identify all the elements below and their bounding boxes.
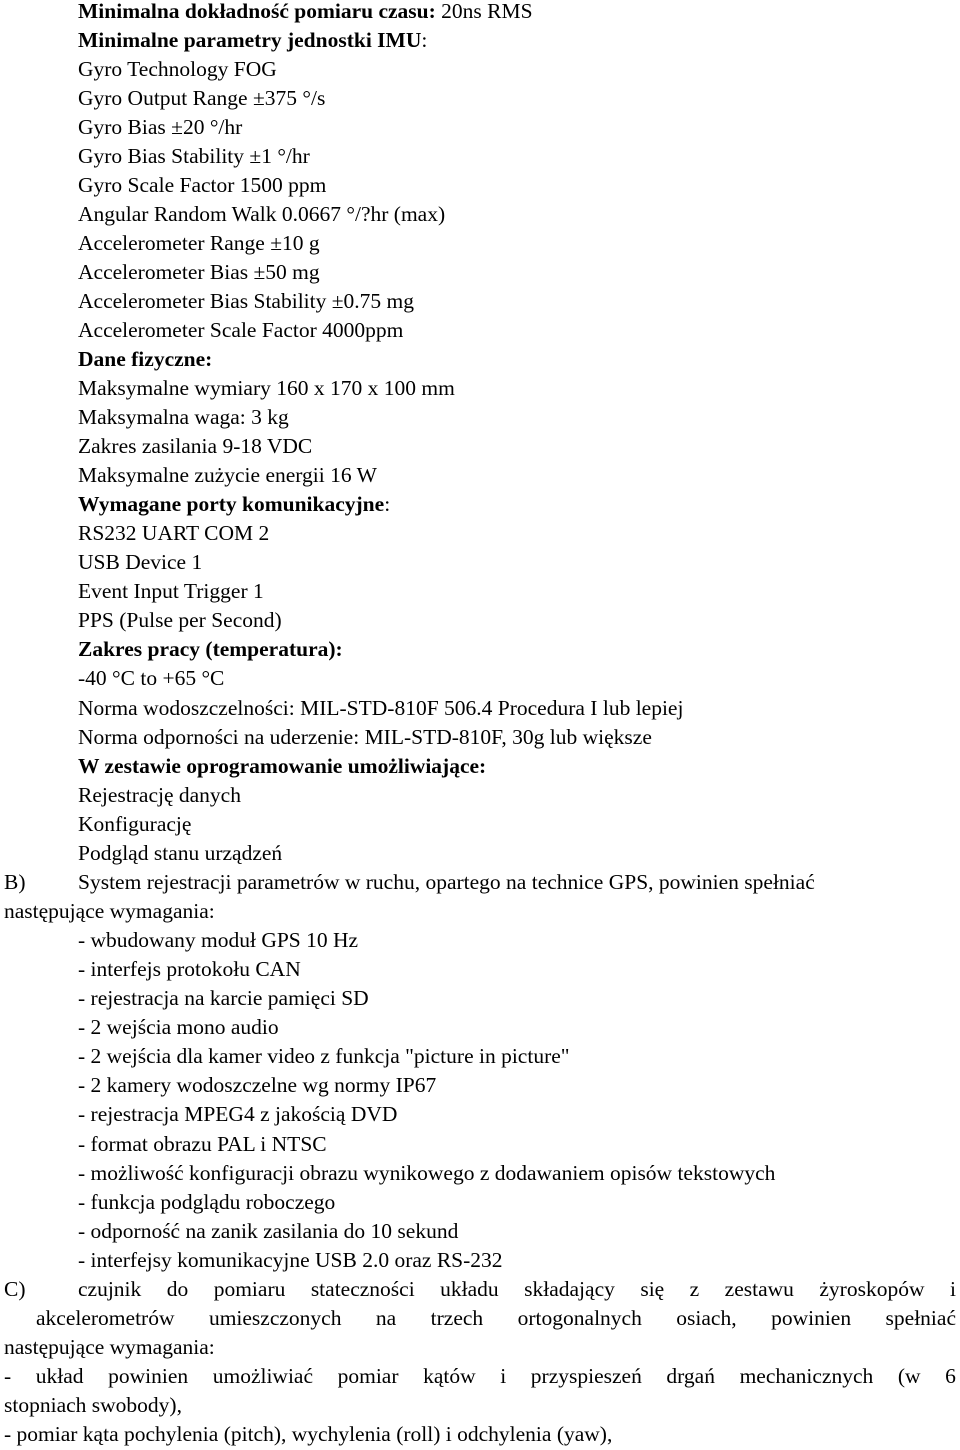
word: zestawu [724,1277,794,1301]
word: z [689,1277,700,1301]
imu-item: Gyro Scale Factor 1500 ppm [78,173,327,197]
section-b-item: - 2 wejścia dla kamer video z funkcja "picture in picture" [78,1044,570,1068]
physical-heading: Dane fizyczne: [78,347,213,371]
ports-item: PPS (Pulse per Second) [78,608,282,632]
word: układu [440,1277,499,1301]
word: trzech [430,1306,484,1330]
word: przyspieszeń [530,1364,642,1388]
word: powinien [771,1306,852,1330]
word: pomiar [337,1364,399,1388]
section-b-item: - 2 wejścia mono audio [78,1015,279,1039]
word: stateczności [310,1277,415,1301]
software-heading: W zestawie oprogramowanie umożliwiające: [78,754,487,778]
word: i [949,1277,956,1301]
section-c-item1-cont: stopniach swobody), [4,1393,182,1417]
word: osiach, [676,1306,737,1330]
section-c-line1 [78,1275,956,1304]
time-accuracy-line [78,0,533,26]
section-c-line2 [36,1304,956,1333]
word: układ [35,1364,84,1388]
section-b-item: - rejestracja MPEG4 z jakością DVD [78,1102,398,1126]
word: akcelerometrów [36,1306,175,1330]
word: żyroskopów [819,1277,925,1301]
ports-heading-colon: : [384,492,391,516]
word: drgań [666,1364,715,1388]
temp-item: Norma odporności na uderzenie: MIL-STD-810F, 30g lub większe [78,725,652,749]
imu-heading: Minimalne parametry jednostki IMU [78,28,422,52]
word: czujnik [78,1277,142,1301]
software-item: Rejestrację danych [78,783,241,807]
section-b-item: - format obrazu PAL i NTSC [78,1132,327,1156]
section-b-item: - rejestracja na karcie pamięci SD [78,986,369,1010]
imu-item: Angular Random Walk 0.0667 °/?hr (max) [78,202,446,226]
ports-heading-line [78,490,390,519]
word: mechanicznych [739,1364,874,1388]
ports-item: RS232 UART COM 2 [78,521,270,545]
temp-item: Norma wodoszczelności: MIL-STD-810F 506.4 Procedura I lub lepiej [78,696,684,720]
imu-item: Gyro Bias Stability ±1 °/hr [78,144,310,168]
section-b-item: - odporność na zanik zasilania do 10 sekund [78,1219,459,1243]
imu-item: Gyro Technology FOG [78,57,277,81]
section-b-intro-cont: następujące wymagania: [4,899,215,923]
section-b-intro: System rejestracji parametrów w ruchu, opartego na technice GPS, powinien spełniać [78,870,815,894]
software-item: Konfigurację [78,812,192,836]
word: - [4,1364,12,1388]
physical-item: Maksymalne wymiary 160 x 170 x 100 mm [78,376,455,400]
imu-item: Accelerometer Scale Factor 4000ppm [78,318,404,342]
word: na [375,1306,397,1330]
time-accuracy-value: 20ns RMS [435,0,533,23]
temp-item: -40 °C to +65 °C [78,666,225,690]
imu-item: Accelerometer Bias Stability ±0.75 mg [78,289,415,313]
imu-item: Gyro Output Range ±375 °/s [78,86,326,110]
section-b-item: - funkcja podglądu roboczego [78,1190,336,1214]
section-b-item: - interfejsy komunikacyjne USB 2.0 oraz RS-232 [78,1248,503,1272]
imu-item: Gyro Bias ±20 °/hr [78,115,243,139]
section-b-item: - interfejs protokołu CAN [78,957,301,981]
imu-heading-colon: : [421,28,428,52]
section-b-item: - możliwość konfiguracji obrazu wynikowego z dodawaniem opisów tekstowych [78,1161,776,1185]
word: ortogonalnych [517,1306,642,1330]
word: i [500,1364,507,1388]
section-b-item: - 2 kamery wodoszczelne wg normy IP67 [78,1073,437,1097]
section-b-item: - wbudowany moduł GPS 10 Hz [78,928,359,952]
ports-item: Event Input Trigger 1 [78,579,264,603]
word: powinien [108,1364,189,1388]
word: składający [524,1277,615,1301]
word: kątów [423,1364,476,1388]
imu-item: Accelerometer Range ±10 g [78,231,320,255]
word: umieszczonych [208,1306,342,1330]
word: 6 [945,1364,956,1388]
word: (w [897,1364,921,1388]
ports-item: USB Device 1 [78,550,203,574]
word: spełniać [885,1306,956,1330]
word: umożliwiać [212,1364,314,1388]
physical-item: Maksymalna waga: 3 kg [78,405,289,429]
section-b-marker: B) [4,870,26,894]
word: pomiaru [213,1277,286,1301]
imu-item: Accelerometer Bias ±50 mg [78,260,320,284]
section-c-item2: - pomiar kąta pochylenia (pitch), wychylenia (roll) i odchylenia (yaw), [4,1422,613,1446]
section-c-line3: następujące wymagania: [4,1335,215,1359]
word: do [166,1277,189,1301]
section-c-item1 [4,1362,956,1391]
imu-heading-line [78,26,427,55]
software-item: Podgląd stanu urządzeń [78,841,283,865]
section-c-marker: C) [4,1277,26,1301]
temp-heading: Zakres pracy (temperatura): [78,637,343,661]
physical-item: Maksymalne zużycie energii 16 W [78,463,377,487]
time-accuracy-label: Minimalna dokładność pomiaru czasu: [78,0,436,23]
physical-item: Zakres zasilania 9-18 VDC [78,434,313,458]
ports-heading: Wymagane porty komunikacyjne [78,492,385,516]
word: się [640,1277,665,1301]
